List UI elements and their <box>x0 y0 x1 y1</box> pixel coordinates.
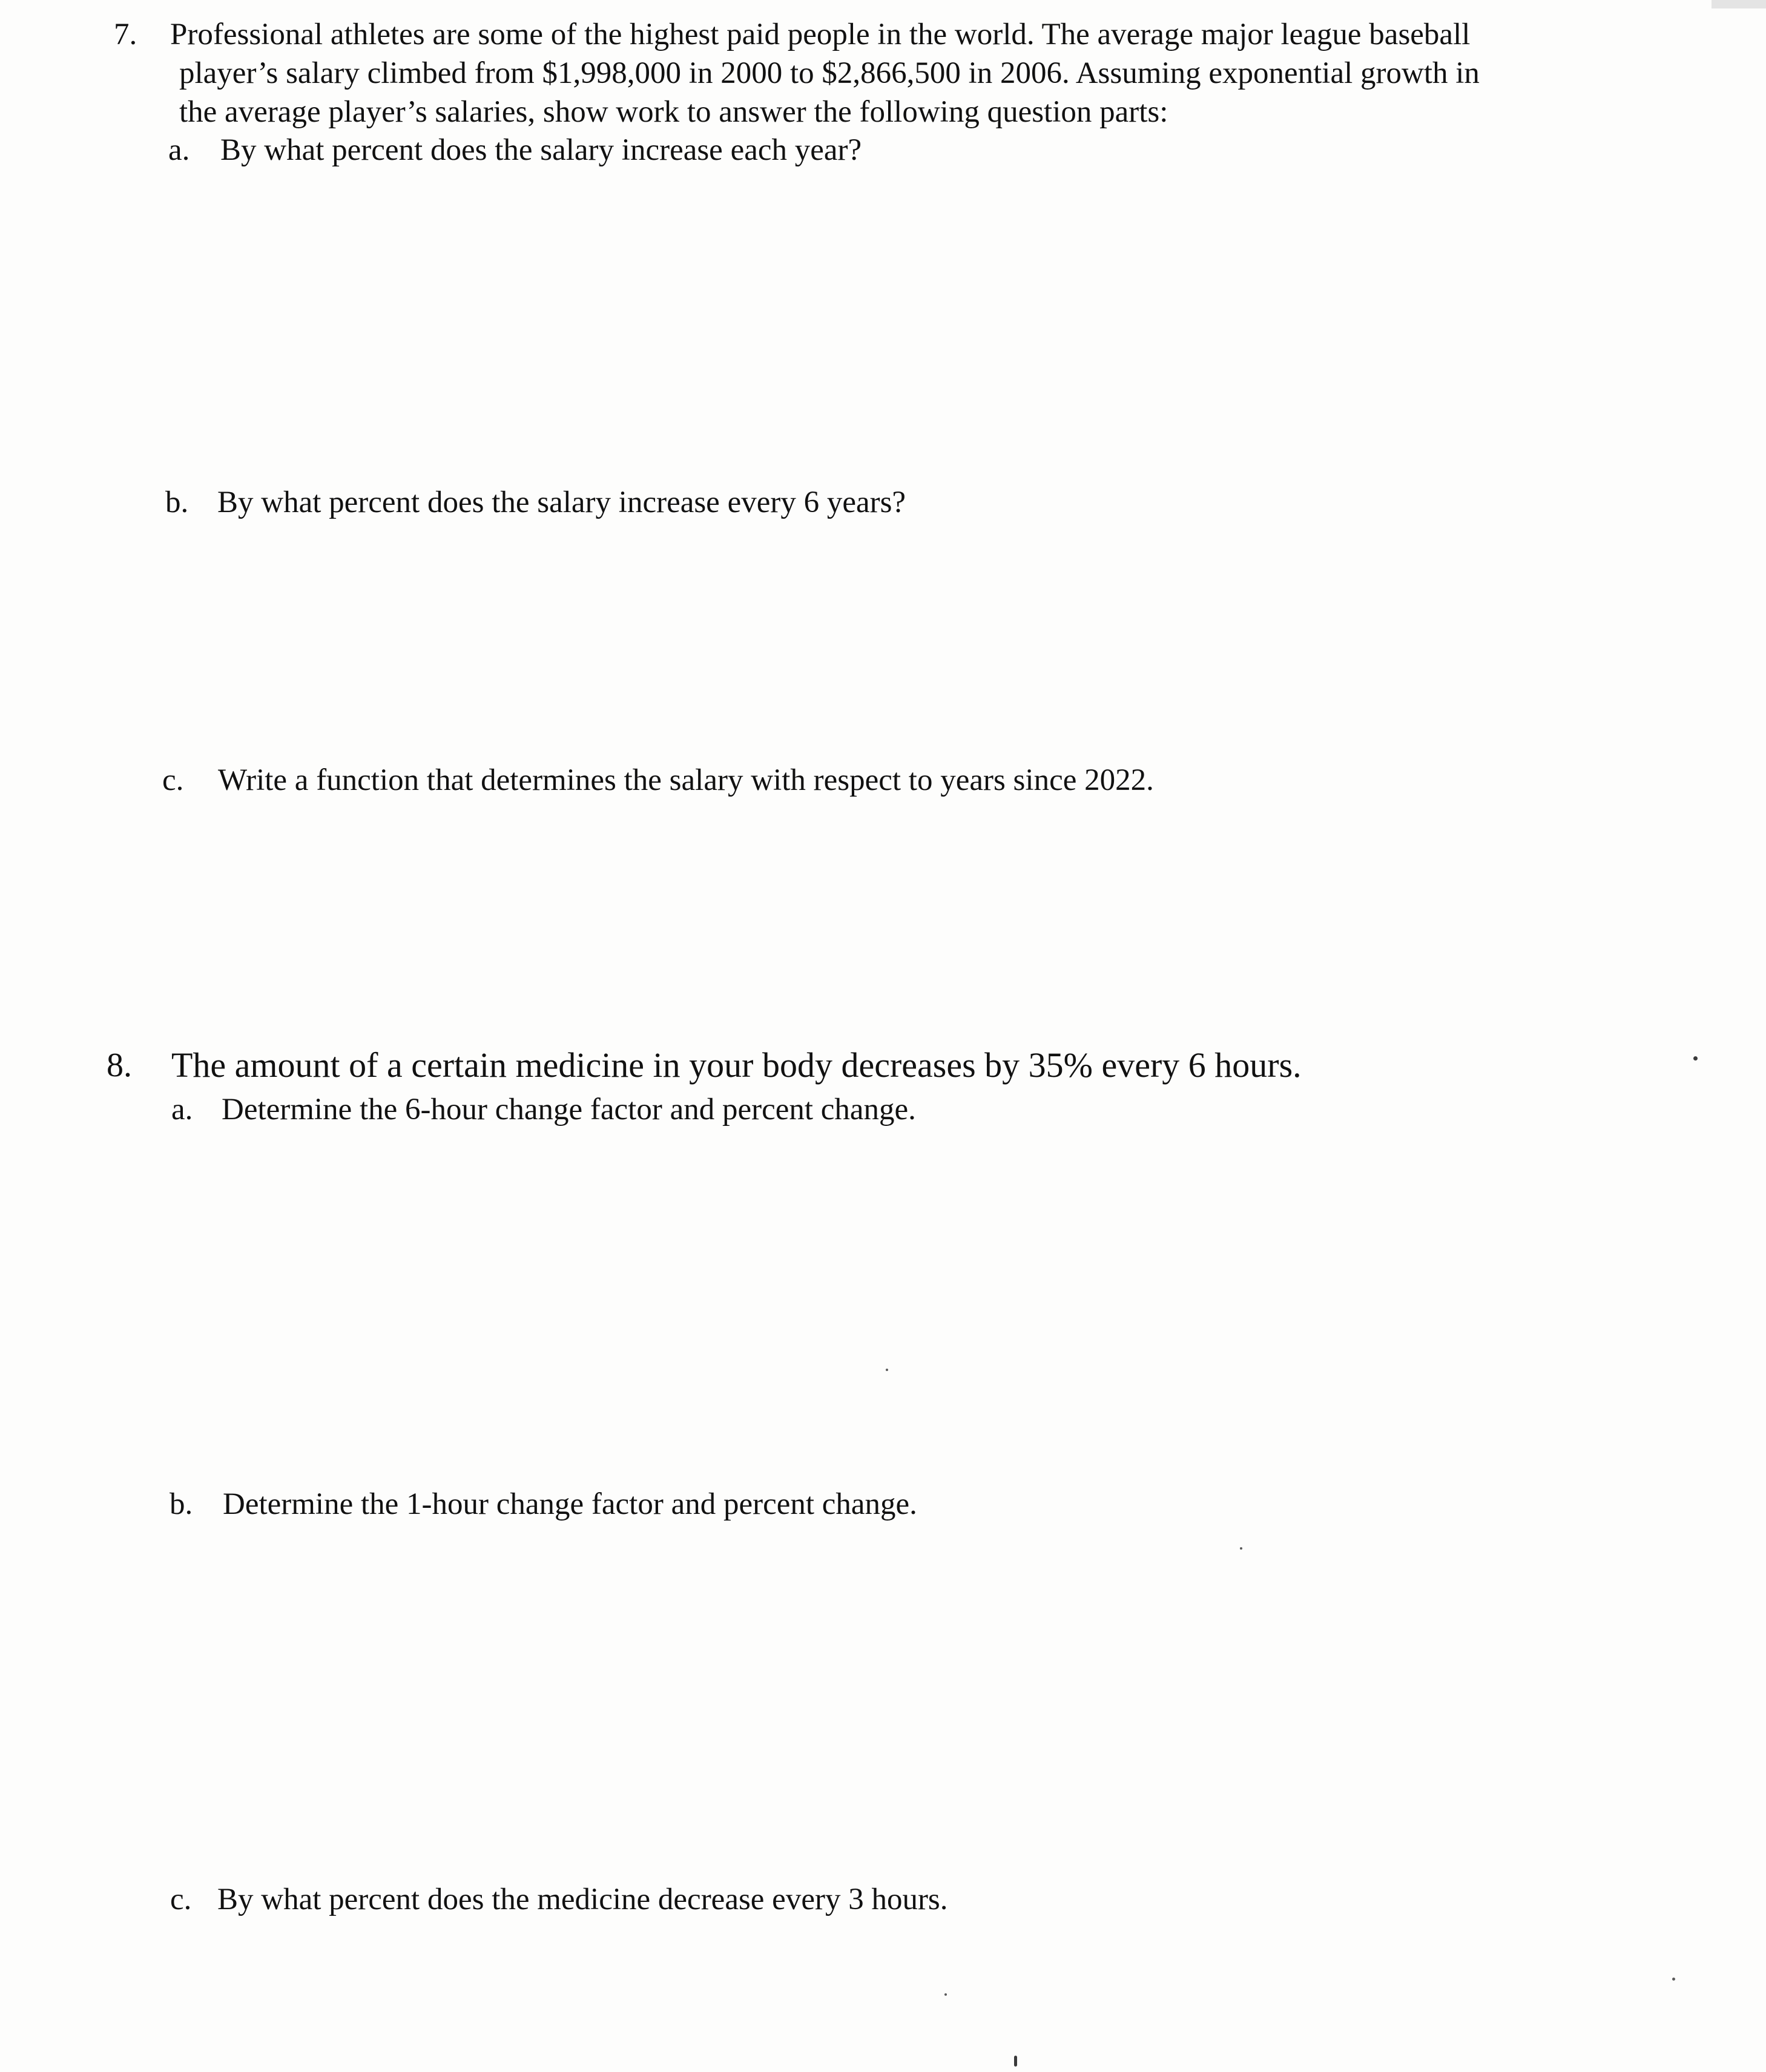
part-text: Write a function that determines the salary with respect to years since 2022. <box>218 763 1154 797</box>
question-7-stem-line-1: Professional athletes are some of the highest paid people in the world. The average major league baseball <box>170 18 1471 51</box>
part-text: Determine the 1-hour change factor and percent change. <box>223 1487 917 1521</box>
part-text: By what percent does the medicine decrease every 3 hours. <box>217 1883 948 1916</box>
question-7-part-a <box>168 130 862 170</box>
question-8-number: 8. <box>107 1047 132 1084</box>
question-7-part-b <box>165 482 906 522</box>
scan-speck <box>1240 1547 1242 1550</box>
part-text: Determine the 6-hour change factor and percent change. <box>222 1093 916 1126</box>
question-7-number: 7. <box>114 18 137 51</box>
part-letter: b. <box>170 1487 193 1521</box>
scan-speck <box>1014 2056 1017 2067</box>
scan-speck <box>944 1993 947 1996</box>
part-letter: b. <box>165 485 189 519</box>
question-7-stem-line-2: player’s salary climbed from $1,998,000 in 2000 to $2,866,500 in 2006. Assuming exponential growth in <box>179 56 1480 90</box>
part-text: By what percent does the salary increase each year? <box>220 133 862 167</box>
part-letter: a. <box>171 1093 193 1126</box>
question-8-part-c <box>170 1880 948 1919</box>
part-letter: a. <box>168 133 190 167</box>
scan-speck <box>1672 1978 1675 1981</box>
scan-edge-shadow <box>1712 0 1766 8</box>
question-8-part-a <box>171 1090 916 1130</box>
scan-speck <box>886 1369 888 1371</box>
question-8-part-b <box>170 1484 917 1524</box>
scan-speck <box>1693 1056 1698 1061</box>
question-7-part-c <box>162 760 1154 800</box>
part-letter: c. <box>162 763 184 797</box>
part-letter: c. <box>170 1883 192 1916</box>
question-7-stem-line-3: the average player’s salaries, show work to answer the following question parts: <box>179 95 1168 129</box>
question-8-stem: The amount of a certain medicine in your body decreases by 35% every 6 hours. <box>171 1045 1302 1085</box>
part-text: By what percent does the salary increase every 6 years? <box>217 485 906 519</box>
